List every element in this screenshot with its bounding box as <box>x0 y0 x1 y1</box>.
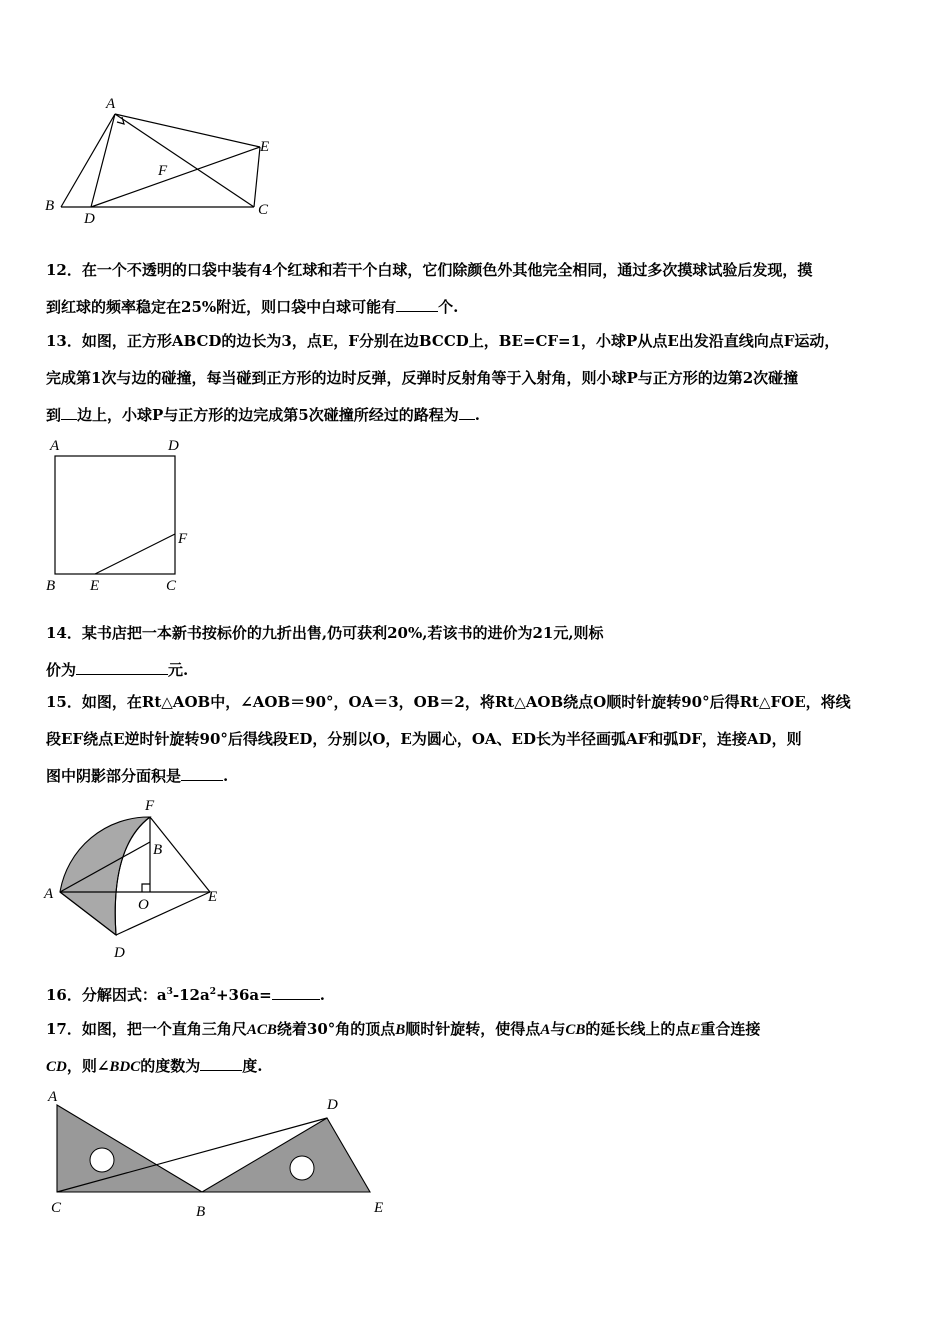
figure-q11-lines <box>61 114 260 207</box>
label-C: C <box>166 578 177 594</box>
label-E: E <box>260 139 270 155</box>
q12-line2: 到红球的频率稳定在25%附近，则口袋中白球可能有 <box>46 298 397 316</box>
label-A: A <box>44 886 54 902</box>
q13-line1: 如图，正方形ABCD的边长为3，点E，F分别在边BCCD上，BE=CF=1，小球P从点E出发沿直线向点F运动， <box>81 332 840 350</box>
q15-number: 15． <box>46 693 82 711</box>
label-C: C <box>51 1200 62 1216</box>
answer-blank-q13-distance[interactable] <box>459 405 475 420</box>
shaded-region <box>60 817 150 935</box>
q12-line1: 在一个不透明的口袋中装有4个红球和若干个白球，它们除颜色外其他完全相同，通过多次摸球试验后发现，摸 <box>81 261 813 279</box>
answer-blank-q15[interactable] <box>181 766 223 781</box>
figure-q13-lines <box>55 456 175 574</box>
label-D: D <box>168 438 179 454</box>
label-D: D <box>114 945 125 961</box>
figure-q13 <box>40 434 200 596</box>
question-14: 14．某书店把一本新书按标价的九折出售,仍可获利20%,若该书的进价为21元,则标 价为 元. <box>46 624 604 679</box>
q13-number: 13． <box>46 332 82 350</box>
q13-line2: 完成第1次与边的碰撞，每当碰到正方形的边时反弹，反弹时反射角等于入射角，则小球P与正方形的边第2次碰撞 <box>46 369 799 387</box>
label-F: F <box>178 531 188 547</box>
triangle-hole-left <box>90 1148 114 1172</box>
answer-blank-q13-side[interactable] <box>61 405 77 420</box>
triangle-ACB <box>57 1105 202 1192</box>
figure-q15 <box>38 795 238 965</box>
q14-number: 14． <box>46 624 82 642</box>
label-A: A <box>50 438 60 454</box>
q15-line2: 段EF绕点E逆时针旋转90°后得线段ED，分别以O，E为圆心，OA、ED长为半径画弧AF和弧DF，连接AD，则 <box>46 730 802 748</box>
answer-blank-q16[interactable] <box>272 985 320 1000</box>
label-E: E <box>90 578 100 594</box>
label-A: A <box>48 1089 58 1105</box>
label-B: B <box>46 578 56 594</box>
question-12: 12．在一个不透明的口袋中装有4个红球和若干个白球，它们除颜色外其他完全相同，通过多次摸球试验后发现，摸 到红球的频率稳定在25%附近，则口袋中白球可能有 个. <box>46 261 813 316</box>
question-16: 16．分解因式：$a^3-12a^2+36a=$ . <box>46 986 325 1004</box>
question-17: 17．如图，把一个直角三角尺ACB绕着30°角的顶点B顺时针旋转，使得点A与CB的延长线上的点E重合连接 CD，则∠BDC的度数为 度. <box>46 1020 761 1075</box>
answer-blank-q14[interactable] <box>76 660 168 675</box>
triangle-hole-right <box>290 1156 314 1180</box>
question-15: 15．如图，在Rt△AOB中，∠AOB＝90°，OA＝3，OB＝2，将Rt△AOB绕点O顺时针旋转90°后得Rt△FOE，将线 段EF绕点E逆时针旋转90°后得线段ED，分别以O，E为圆心，OA、ED长为半径画弧AF和弧DF，连接AD，则 图中阴影部分面积是 . <box>46 693 851 785</box>
label-B: B <box>196 1204 206 1220</box>
answer-blank-q17[interactable] <box>200 1056 242 1071</box>
label-B: B <box>153 842 163 858</box>
answer-blank-q12[interactable] <box>396 297 438 312</box>
question-13: 13．如图，正方形ABCD的边长为3，点E，F分别在边BCCD上，BE=CF=1，小球P从点E出发沿直线向点F运动， 完成第1次与边的碰撞，每当碰到正方形的边时反弹，反弹时反射角等于入射角，则小球P与正方形的边第2次碰撞 到 边上，小球P与正方形的边完成第5次碰撞所经过的路程为 . <box>46 332 840 424</box>
figure-q17 <box>40 1085 400 1220</box>
q12-number: 12． <box>46 261 82 279</box>
label-E: E <box>208 889 218 905</box>
label-E: E <box>374 1200 384 1216</box>
label-D: D <box>327 1097 338 1113</box>
label-O: O <box>138 897 149 913</box>
figure-q11 <box>38 92 288 232</box>
q15-line1: 如图，在Rt△AOB中，∠AOB＝90°，OA＝3，OB＝2，将Rt△AOB绕点O顺时针旋转90°后得Rt△FOE，将线 <box>81 693 851 711</box>
label-B: B <box>45 198 55 214</box>
label-A: A <box>106 96 116 112</box>
label-F: F <box>145 798 155 814</box>
q14-line1: 某书店把一本新书按标价的九折出售,仍可获利20%,若该书的进价为21元,则标 <box>81 624 604 642</box>
label-F: F <box>158 163 168 179</box>
q16-number: 16． <box>46 986 82 1004</box>
label-C: C <box>258 202 269 218</box>
label-D: D <box>84 211 95 227</box>
q17-number: 17． <box>46 1020 82 1038</box>
